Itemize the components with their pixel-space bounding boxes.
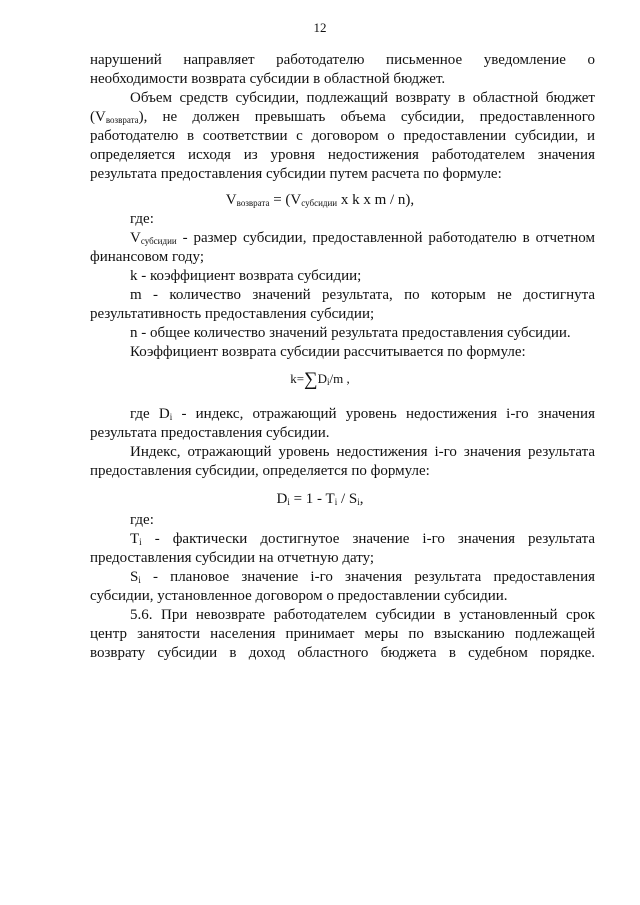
paragraph-line: результата предоставления субсидии путем расчета по формуле: xyxy=(90,166,502,182)
formula-return-volume: $V_{возврата} = (V_{субсидии}$ x k x m / n), xyxy=(225,192,415,208)
definition-line: субсидии, установленное договором о предоставлении субсидии. xyxy=(90,588,508,604)
page-number: 12 xyxy=(313,20,327,35)
definition-line: $V_{субсидии}$ - размер субсидии, предоставленной работодателю в отчетном xyxy=(130,230,595,246)
paragraph-line: центр занятости населения принимает меры по взысканию подлежащей xyxy=(90,626,595,642)
definition-line: $T_i$ - фактически достигнутое значение i-го значения результата xyxy=(130,531,595,547)
definition-line: результата предоставления субсидии. xyxy=(90,425,330,441)
paragraph-line: необходимости возврата субсидии в областной бюджет. xyxy=(90,71,446,87)
paragraph-line: $(V_{возврата})$, не должен превышать объема субсидии, предоставленного xyxy=(90,109,595,125)
paragraph-line: 5.6. При невозврате работодателем субсидии в установленный срок xyxy=(130,607,595,623)
definition-line: где $D_i$ - индекс, отражающий уровень недостижения i-го значения xyxy=(130,406,595,422)
paragraph-line: Индекс, отражающий уровень недостижения i-го значения результата xyxy=(130,444,595,460)
definition-line: $S_i$ - плановое значение i-го значения результата предоставления xyxy=(130,569,595,585)
definition-line: результативность предоставления субсидии; xyxy=(90,306,375,322)
definition-line: m - количество значений результата, по которым не достигнута xyxy=(130,287,595,303)
definition-line: финансовом году; xyxy=(90,249,205,265)
where-label: где: xyxy=(130,211,154,227)
definition-line: предоставления субсидии на отчетную дату; xyxy=(90,550,375,566)
paragraph-line: нарушений направляет работодателю письменное уведомление о xyxy=(90,52,595,68)
formula-coefficient: $k=\sum D_i/m$ , xyxy=(290,369,350,390)
definition-line: n - общее количество значений результата предоставления субсидии. xyxy=(130,325,571,341)
definition-line: k - коэффициент возврата субсидии; xyxy=(130,268,362,284)
paragraph-line: Коэффициент возврата субсидии рассчитывается по формуле: xyxy=(130,344,526,360)
formula-index: $D_i = 1 - T_i / S_i$, xyxy=(276,491,364,507)
paragraph-line: предоставления субсидии, определяется по формуле: xyxy=(90,463,430,479)
paragraph-line: Объем средств субсидии, подлежащий возврату в областной бюджет xyxy=(130,90,595,106)
paragraph-line: работодателю в соответствии с договором о предоставлении субсидии, и xyxy=(90,128,595,144)
paragraph-line: определяется исходя из уровня недостижения работодателем значения xyxy=(90,147,595,163)
paragraph-line: возврату субсидии в доход областного бюджета в судебном порядке. xyxy=(90,645,595,661)
where-label: где: xyxy=(130,512,154,528)
